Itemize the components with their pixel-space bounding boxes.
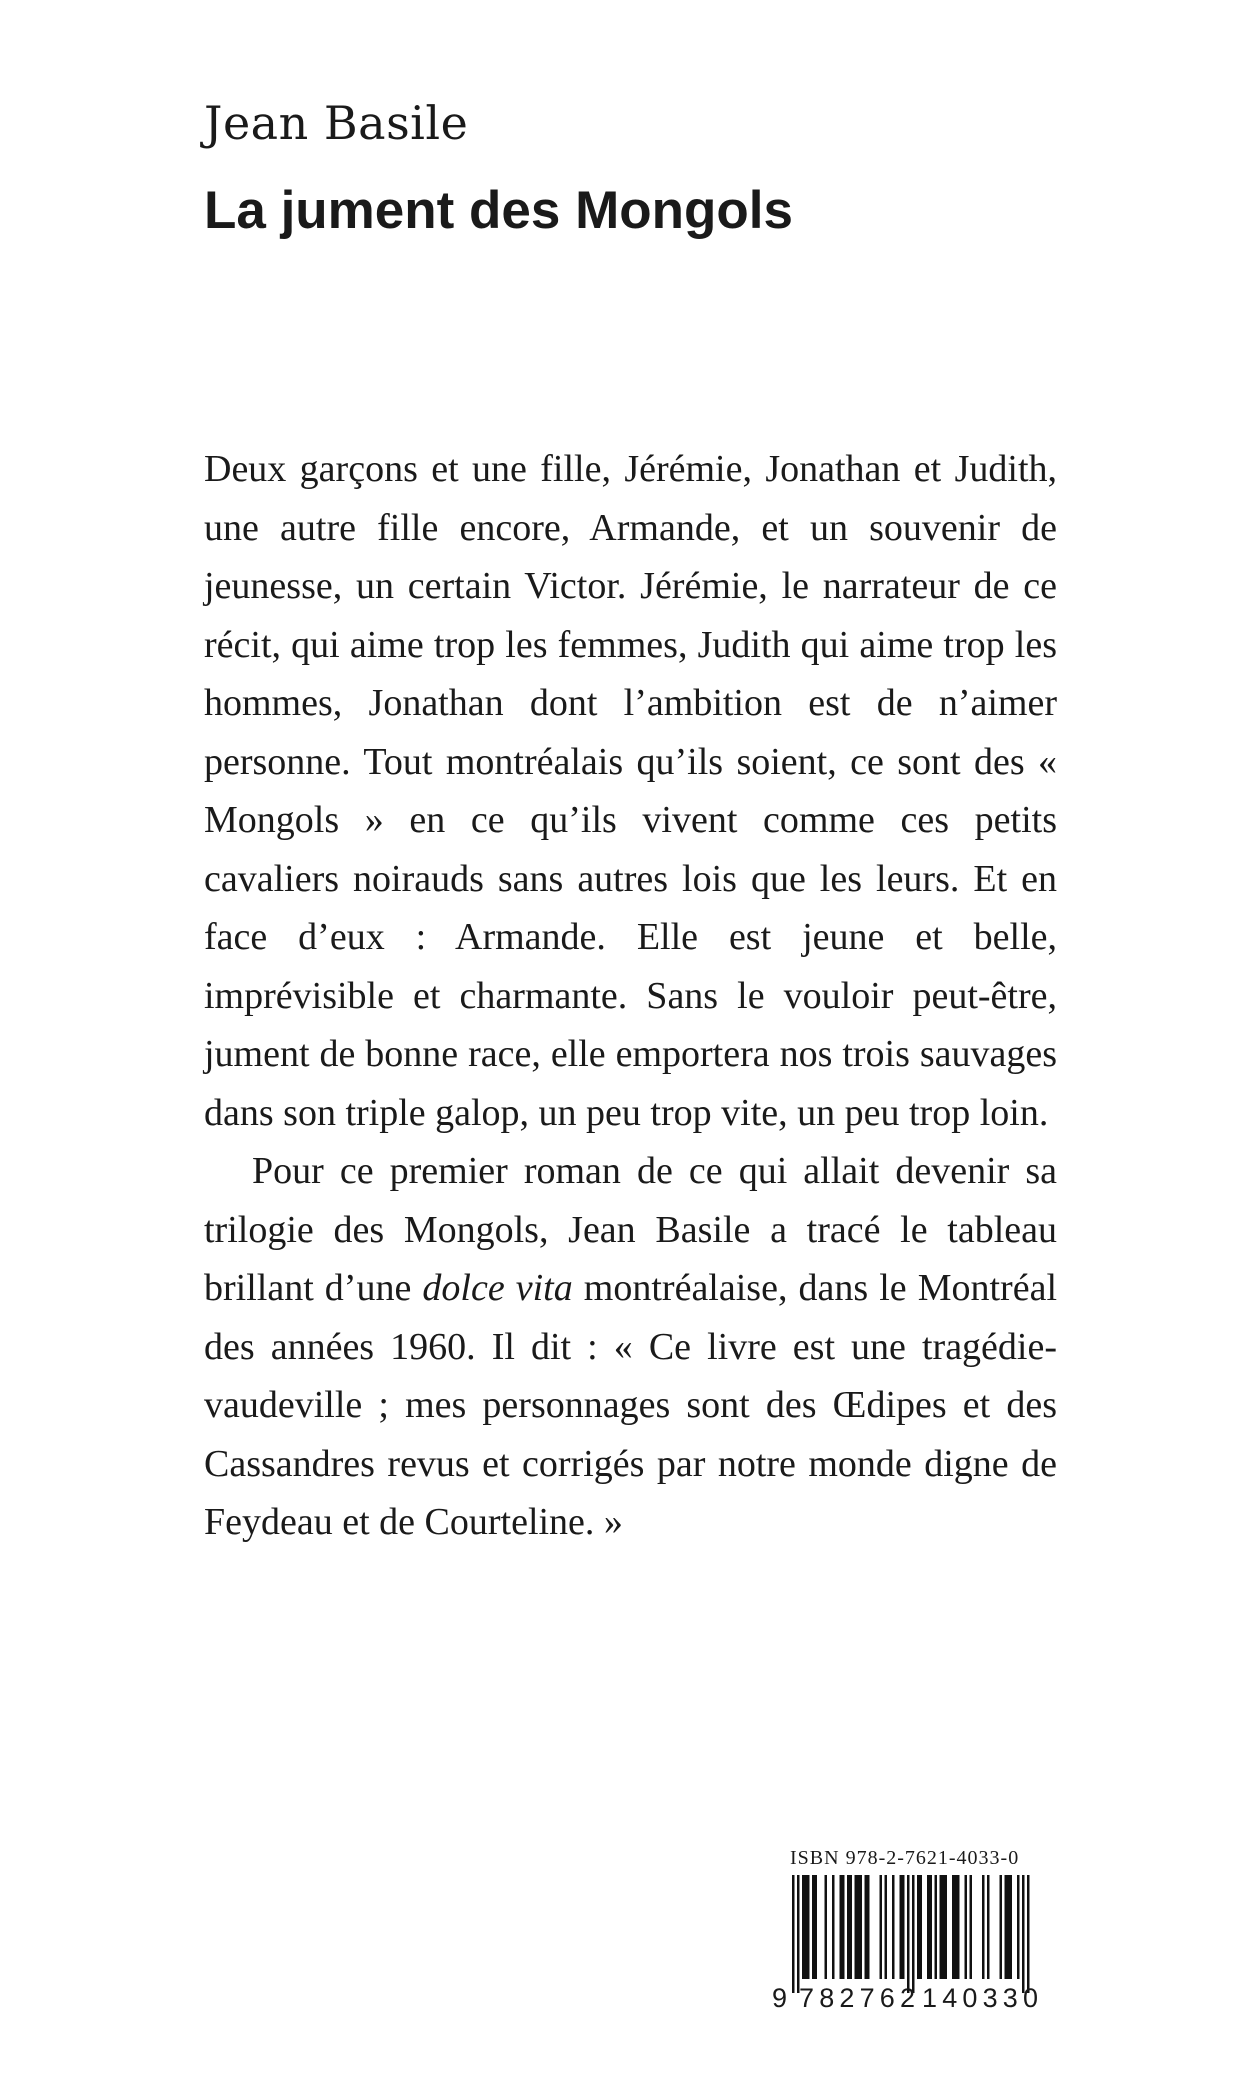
barcode-bar <box>850 1875 853 1979</box>
blurb-italic-phrase: dolce vita <box>422 1267 573 1309</box>
barcode-bar <box>987 1875 990 1979</box>
barcode-bar <box>912 1875 915 1993</box>
blurb-paragraph-2-end: montréalaise, dans le Montréal des années 1960. Il dit : « Ce livre est une tragédie-vaudeville ; mes personnages sont des Œdipes et des Cassandres revus et corrigés par notre monde digne de Feydeau et de Courteline. » <box>204 1267 1057 1543</box>
barcode-bar <box>860 1875 863 1979</box>
barcode-bar <box>927 1875 930 1979</box>
barcode-bar <box>880 1875 883 1979</box>
barcode-bar <box>807 1875 810 1979</box>
barcode-bar <box>1000 1875 1003 1979</box>
barcode-bar <box>930 1875 933 1979</box>
barcode-bar <box>812 1875 815 1979</box>
barcode-bar <box>1010 1875 1013 1979</box>
barcode-bar <box>855 1875 858 1979</box>
barcode-bar <box>902 1875 905 1979</box>
barcode-bar <box>805 1875 808 1979</box>
back-cover-blurb <box>204 440 1057 1552</box>
blurb-paragraph-2 <box>204 1142 1057 1552</box>
barcode-bar <box>1007 1875 1010 1979</box>
barcode-bar <box>865 1875 868 1979</box>
barcode-bar <box>945 1875 948 1979</box>
author-name: Jean Basile <box>204 96 469 150</box>
barcode-bar <box>970 1875 973 1979</box>
barcode-bar <box>965 1875 968 1979</box>
book-title: La jument des Mongols <box>204 181 793 240</box>
barcode-bar <box>920 1875 923 1979</box>
barcode-bar <box>885 1875 888 1979</box>
barcode-bar <box>952 1875 955 1979</box>
barcode-bar <box>842 1875 845 1979</box>
barcode-bar <box>1005 1875 1008 1979</box>
barcode-bar <box>955 1875 958 1979</box>
barcode-bar <box>847 1875 850 1979</box>
barcode-bar <box>942 1875 945 1979</box>
barcode-bar <box>832 1875 835 1979</box>
isbn-label: ISBN 978-2-7621-4033-0 <box>790 1847 1020 1869</box>
barcode-digits-left: 782762 <box>799 1983 915 2013</box>
barcode-bar <box>907 1875 910 1993</box>
barcode <box>770 1875 1060 2015</box>
barcode-bar <box>792 1875 795 1993</box>
barcode-bar <box>892 1875 895 1979</box>
barcode-bar <box>815 1875 818 1979</box>
barcode-bar <box>1017 1875 1020 1979</box>
barcode-bar <box>982 1875 985 1979</box>
barcode-bar <box>867 1875 870 1979</box>
barcode-bar <box>1027 1875 1030 1993</box>
barcode-bar <box>802 1875 805 1979</box>
barcode-bar <box>940 1875 943 1979</box>
barcode-bar <box>797 1875 800 1993</box>
barcode-bar <box>1022 1875 1025 1993</box>
barcode-bars <box>792 1875 1030 1993</box>
barcode-bar <box>825 1875 828 1979</box>
barcode-bar <box>857 1875 860 1979</box>
blurb-paragraph-1: Deux garçons et une fille, Jérémie, Jonathan et Judith, une autre fille encore, Armande, et un souvenir de jeunesse, un certain Victor. Jérémie, le narrateur de ce récit, qui aime trop les femmes, Judith qui aime trop les hommes, Jonathan dont l’ambition est de n’aimer personne. Tout montréalais qu’ils soient, ce sont des « Mongols » en ce qu’ils vivent comme ces petits cavaliers noirauds sans autres lois que les leurs. Et en face d’eux : Armande. Elle est jeune et belle, imprévisible et charmante. Sans le vouloir peut-être, jument de bonne race, elle emportera nos trois sauvages dans son triple galop, un peu trop vite, un peu trop loin. <box>204 448 1057 1134</box>
barcode-bar <box>957 1875 960 1979</box>
barcode-bar <box>840 1875 843 1979</box>
barcode-digits-right: 140330 <box>922 1983 1038 2013</box>
barcode-bar <box>900 1875 903 1979</box>
blurb-paragraph-2-start: Pour ce premier roman de ce qui allait devenir sa trilogie des Mongols, Jean Basile a tracé le tableau brillant d’une <box>204 1150 1057 1309</box>
barcode-bar <box>935 1875 938 1979</box>
barcode-bar <box>917 1875 920 1979</box>
barcode-digit-first: 9 <box>772 1983 788 2013</box>
